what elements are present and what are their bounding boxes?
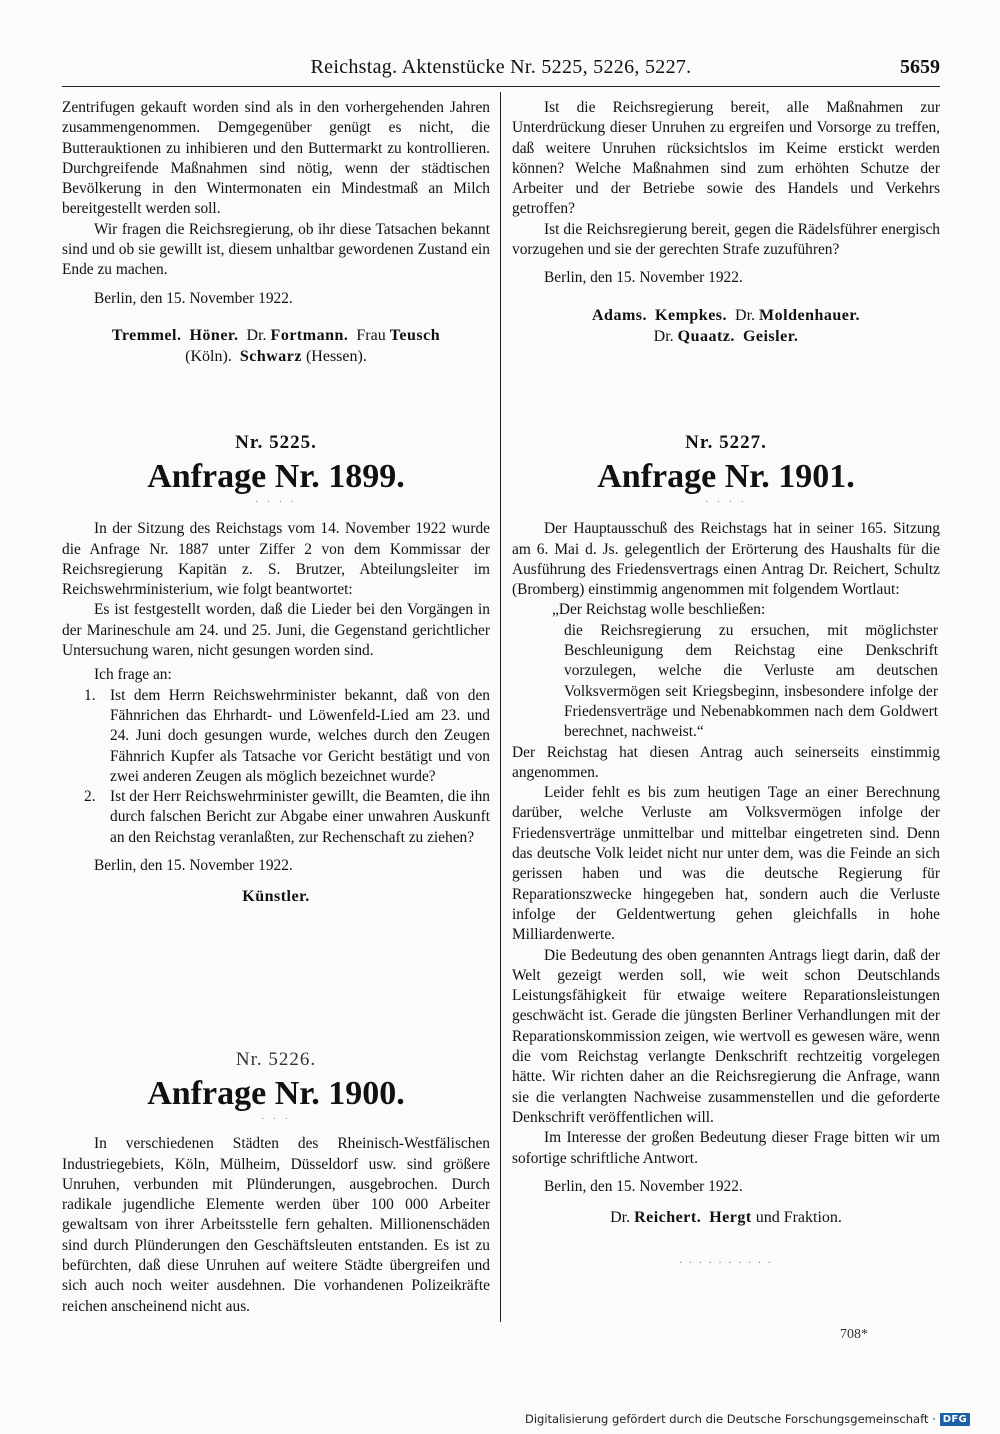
paragraph: Es ist festgestellt worden, daß die Lieder bei den Vorgängen in der Marineschule am 24. und 25. Juni, die Gegenstand gerichtlicher Untersuchung waren, nicht gesungen worden sind. (62, 601, 490, 660)
signature-block: Dr. Reichert. Hergt und Fraktion. (610, 1209, 842, 1227)
quote-body: die Reichsregierung zu ersuchen, mit möglichster Beschleunigung dem Reichstag eine Denkschrift vorzulegen, welche die Verluste am deutschen Volksvermögen seit Kriegsbeginn, insbesondere infolge der Friedensverträge und Nebenabkommen nach dem Goldwert berechnet, nachweist.“ (564, 621, 938, 741)
quote-head: „Der Reichstag wolle beschließen: (552, 601, 766, 619)
date-line: Berlin, den 15. November 1922. (94, 289, 293, 307)
header-title: Reichstag. Aktenstücke Nr. 5225, 5226, 5227. (310, 56, 692, 78)
paragraph: Ist die Reichsregierung bereit, alle Maßnahmen zur Unterdrückung dieser Unruhen zu ergreifen und Vorsorge zu treffen, daß weitere Unruhen rücksichtslos im Keime erstickt werden können? Welche Maßnahmen sind zum erhöhten Schutze der Arbeiter und der Betriebe sowie des Handels und Verkehrs getroffen? (512, 99, 940, 218)
section-title: Anfrage Nr. 1899. (147, 458, 405, 496)
paragraph: Die Bedeutung des oben genannten Antrags liegt darin, daß der Welt gezeigt werden soll, wie weit schon Deutschlands Leistungsfähigkeit für etwaige weitere Reparationsleistungen geschwächt ist. Gerade die jüngsten Berliner Verhandlungen mit der Reparationskommission zeigen, wie wertvoll es gewesen wäre, wenn die vom Reichstag verlangte Denkschrift rechtzeitig vorgelegen hätte. Wir richten daher an die Reichsregierung die Anfrage, wann sie die verlangten Nachweise zusammenstellen und die geforderte Denkschrift veröffentlichen will. (512, 946, 940, 1126)
section-nr5226 (62, 1050, 490, 1317)
dfg-logo-icon: DFG (940, 1413, 970, 1426)
section-number: Nr. 5227. (685, 432, 767, 453)
section-nr5225 (62, 433, 490, 907)
separator-dots: · · · (261, 1114, 291, 1126)
paragraph: Der Hauptausschuß des Reichstags hat in seiner 165. Sitzung am 6. Mai d. Js. gelegentlich der Erörterung des Haushalts für die Ausführung des Friedensvertrags einen Antrag Dr. Reichert, Schultz (Bromberg) einstimmig angenommen mit folgendem Wortlaut: (512, 520, 940, 599)
date-line: Berlin, den 15. November 1922. (544, 1177, 743, 1195)
section-number: Nr. 5226. (235, 1049, 317, 1070)
continued-text (62, 98, 490, 367)
section-title: Anfrage Nr. 1900. (147, 1075, 405, 1113)
separator-dots: · · · · (255, 497, 297, 509)
date-line: Berlin, den 15. November 1922. (94, 857, 293, 875)
paragraph: Ist die Reichsregierung bereit, gegen die Rädelsführer energisch vorzugehen und sie der gerechten Strafe zuzuführen? (512, 220, 940, 259)
question-list (62, 686, 490, 848)
section-number: Nr. 5225. (235, 432, 317, 453)
section-title: Anfrage Nr. 1901. (597, 458, 855, 496)
page-number: 5659 (900, 56, 940, 78)
paragraph: In der Sitzung des Reichstags vom 14. November 1922 wurde die Anfrage Nr. 1887 unter Ziffer 2 von dem Kommissar der Reichsregierung Kapitän z. S. Brutzer, Abteilungsleiter im Reichswehrministerium, wie folgt beantwortet: (62, 520, 490, 599)
footer-text: Digitalisierung gefördert durch die Deutsche Forschungsgemeinschaft · (524, 1412, 936, 1426)
column-divider (500, 92, 501, 1322)
separator-dots: · · · · (705, 497, 747, 509)
paragraph: Der Reichstag hat diesen Antrag auch seinerseits einstimmig angenommen. (512, 743, 940, 781)
signature-block: Künstler. (242, 888, 310, 906)
left-column (62, 98, 490, 1315)
end-rule: · · · · · · · · · · (679, 1258, 773, 1270)
list-item: 2. Ist der Herr Reichswehrminister gewillt, die Beamten, die ihn durch falschen Bericht zur Abgabe einer unwahren Auskunft an den Reichstag veranlaßten, zur Rechenschaft zu ziehen? (84, 788, 490, 846)
list-item: 1. Ist dem Herrn Reichswehrminister bekannt, daß von den Fähnrichen das Ehrhardt- und Löwenfeld-Lied am 23. und 24. Juni doch gesungen wurde, welches durch den Zeugen Fähnrich Kupfer als Tatsache vor Gericht bestätigt und von zwei anderen Zeugen als möglich bezeichnet wurde? (84, 686, 490, 785)
section-nr5227 (512, 433, 940, 1274)
signature-block: Tremmel. Höner. Dr. Fortmann. Frau Teusch (Köln). Schwarz (Hessen). (111, 326, 441, 365)
paragraph: Im Interesse der großen Bedeutung dieser Frage bitten wir um sofortige schriftliche Antwort. (512, 1129, 940, 1167)
date-line: Berlin, den 15. November 1922. (544, 269, 743, 287)
paragraph: Zentrifugen gekauft worden sind als in den vorhergehenden Jahren zusammengenommen. Demgegenüber genügt es nicht, die Butterauktionen zu inhibieren und den Buttermarkt zu kontrollieren. Durchgreifende Maßnahmen sind nötig, wenn der städtischen Bevölkerung in den Wintermonaten ein Mindestmaß an Milch bereitgestellt werden soll. (62, 99, 490, 218)
signature-mark: 708* (840, 1327, 868, 1342)
paragraph: In verschiedenen Städten des Rheinisch-Westfälischen Industriegebiets, Köln, Mülheim, Düsseldorf usw. sind größere Unruhen, verbunden mit Plünderungen, ausgebrochen. Durch radikale jugendliche Elemente werden über 100 000 Arbeiter gewaltsam von ihrer Arbeitsstelle fern gehalten. Millionenschäden sind durch Plünderungen den Geschäftsleuten entstanden. Es ist zu befürchten, daß diese Unruhen auf weitere Städte übergreifen und sich auch noch weiter ausdehnen. Die vorhandenen Polizeikräfte reichen anscheinend nicht aus. (62, 1135, 490, 1315)
footer (525, 1412, 970, 1426)
signature-block: Adams. Kempkes. Dr. Moldenhauer. Dr. Quaatz. Geisler. (592, 306, 860, 345)
continued-text (512, 98, 940, 347)
paragraph: Ich frage an: (94, 666, 172, 684)
right-column (512, 98, 940, 1270)
running-header (62, 52, 940, 87)
paragraph: Leider fehlt es bis zum heutigen Tage an einer Berechnung darüber, welche Verluste am Volksvermögen infolge der Friedensverträge unmittelbar und mittelbar eingetreten sind. Denn das deutsche Volk leidet nicht nur unter dem, was die Feinde an sich gerissen haben und was die deutsche Regierung für Reparationszwecke hingegeben hat, sondern auch die Verluste infolge der Geldentwertung gehen gleichfalls in hohe Milliardenwerte. (512, 784, 940, 944)
paragraph: Wir fragen die Reichsregierung, ob ihr diese Tatsachen bekannt sind und ob sie gewillt ist, diesem unhaltbar gewordenen Zustand ein Ende zu machen. (62, 220, 490, 279)
